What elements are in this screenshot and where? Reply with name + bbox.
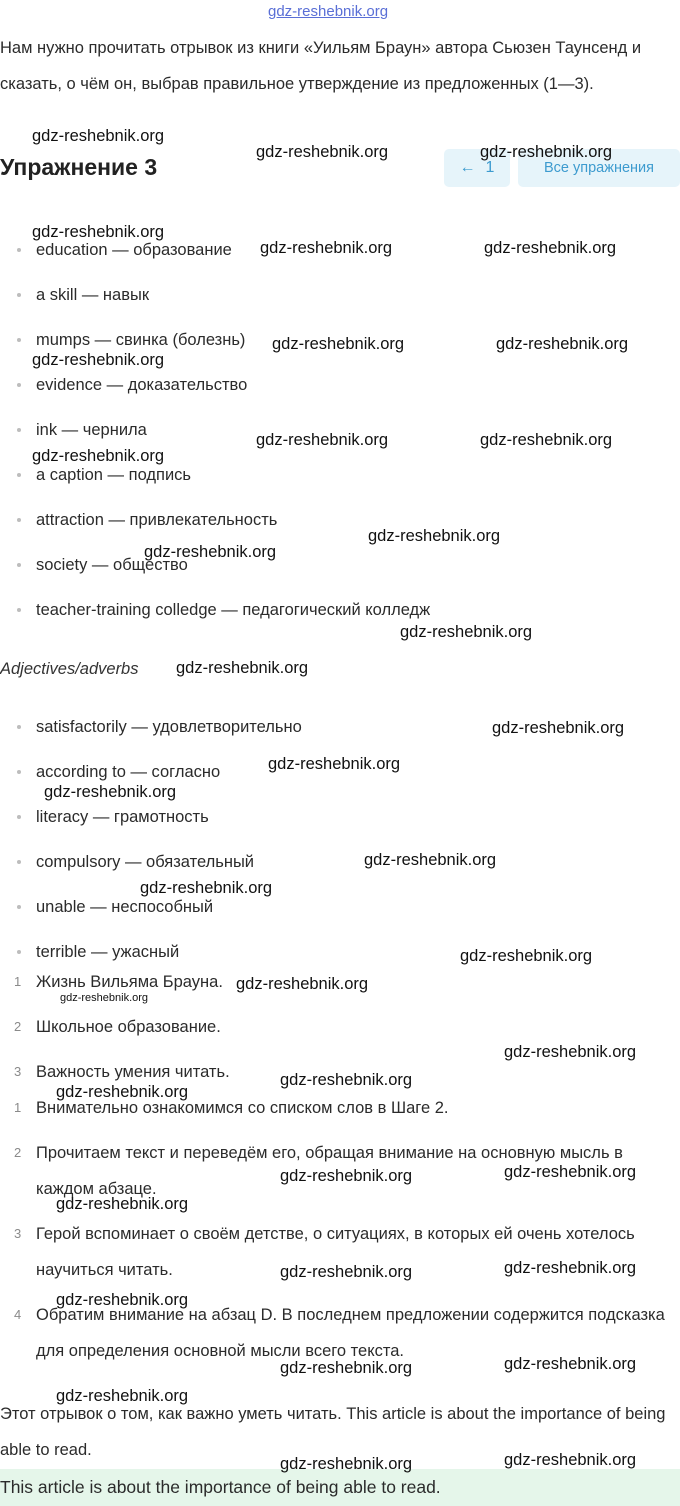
watermark: gdz-reshebnik.org [60, 992, 149, 1004]
watermark: gdz-reshebnik.org [484, 239, 617, 257]
watermark: gdz-reshebnik.org [280, 1359, 413, 1377]
watermark: gdz-reshebnik.org [280, 1263, 413, 1281]
watermark: gdz-reshebnik.org [268, 755, 401, 773]
bullet-icon [17, 338, 21, 342]
watermark: gdz-reshebnik.org [504, 1355, 637, 1373]
adjectives-heading: Adjectives/adverbs [0, 660, 139, 678]
watermark: gdz-reshebnik.org [504, 1259, 637, 1277]
watermark: gdz-reshebnik.org [56, 1195, 189, 1213]
bullet-icon [17, 563, 21, 567]
watermark: gdz-reshebnik.org [176, 659, 309, 677]
watermark: gdz-reshebnik.org [56, 1387, 189, 1405]
bullet-icon [17, 815, 21, 819]
watermark: gdz-reshebnik.org [140, 879, 273, 897]
bullet-icon [17, 428, 21, 432]
bullet-icon [17, 608, 21, 612]
watermark: gdz-reshebnik.org [400, 623, 533, 641]
bullet-icon [17, 248, 21, 252]
arrow-left-icon: ← [459, 159, 476, 176]
watermark: gdz-reshebnik.org [32, 127, 165, 145]
watermark: gdz-reshebnik.org [32, 447, 165, 465]
watermark: gdz-reshebnik.org [256, 143, 389, 161]
bullet-icon [17, 950, 21, 954]
bullet-icon [17, 905, 21, 909]
watermark: gdz-reshebnik.org [236, 975, 369, 993]
watermark: gdz-reshebnik.org [144, 543, 277, 561]
previous-exercise-number: 1 [485, 159, 495, 176]
bullet-icon [17, 770, 21, 774]
bullet-icon [17, 725, 21, 729]
watermark: gdz-reshebnik.org [504, 1163, 637, 1181]
answer-text: Этот отрывок о том, как важно уметь читать. This article is about the importance of being able to read. [0, 1405, 666, 1459]
watermark-link[interactable]: gdz-reshebnik.org [268, 3, 389, 20]
watermark: gdz-reshebnik.org [368, 527, 501, 545]
bullet-icon [17, 473, 21, 477]
watermark: gdz-reshebnik.org [280, 1167, 413, 1185]
watermark: gdz-reshebnik.org [504, 1451, 637, 1469]
watermark: gdz-reshebnik.org [504, 1043, 637, 1061]
watermark: gdz-reshebnik.org [280, 1455, 413, 1473]
watermark: gdz-reshebnik.org [56, 1291, 189, 1309]
bullet-icon [17, 293, 21, 297]
watermark: gdz-reshebnik.org [32, 351, 165, 369]
exercise-title: Упражнение 3 [0, 154, 158, 180]
answer-box: This article is about the importance of being able to read. [0, 1469, 680, 1506]
watermark: gdz-reshebnik.org [480, 431, 613, 449]
watermark: gdz-reshebnik.org [460, 947, 593, 965]
watermark: gdz-reshebnik.org [496, 335, 629, 353]
intro-text: Нам нужно прочитать отрывок из книги «Уильям Браун» автора Сьюзен Таунсенд и сказать, о чём он, выбрав правильное утверждение из предложенных (1—3). [0, 39, 642, 93]
watermark: gdz-reshebnik.org [32, 223, 165, 241]
watermark: gdz-reshebnik.org [272, 335, 405, 353]
watermark: gdz-reshebnik.org [480, 143, 613, 161]
bullet-icon [17, 860, 21, 864]
watermark: gdz-reshebnik.org [492, 719, 625, 737]
watermark: gdz-reshebnik.org [260, 239, 393, 257]
watermark: gdz-reshebnik.org [44, 783, 177, 801]
all-exercises-button[interactable]: Все упражнения [518, 149, 680, 187]
watermark: gdz-reshebnik.org [364, 851, 497, 869]
watermark: gdz-reshebnik.org [280, 1071, 413, 1089]
bullet-icon [17, 383, 21, 387]
bullet-icon [17, 518, 21, 522]
watermark: gdz-reshebnik.org [256, 431, 389, 449]
watermark: gdz-reshebnik.org [56, 1083, 189, 1101]
